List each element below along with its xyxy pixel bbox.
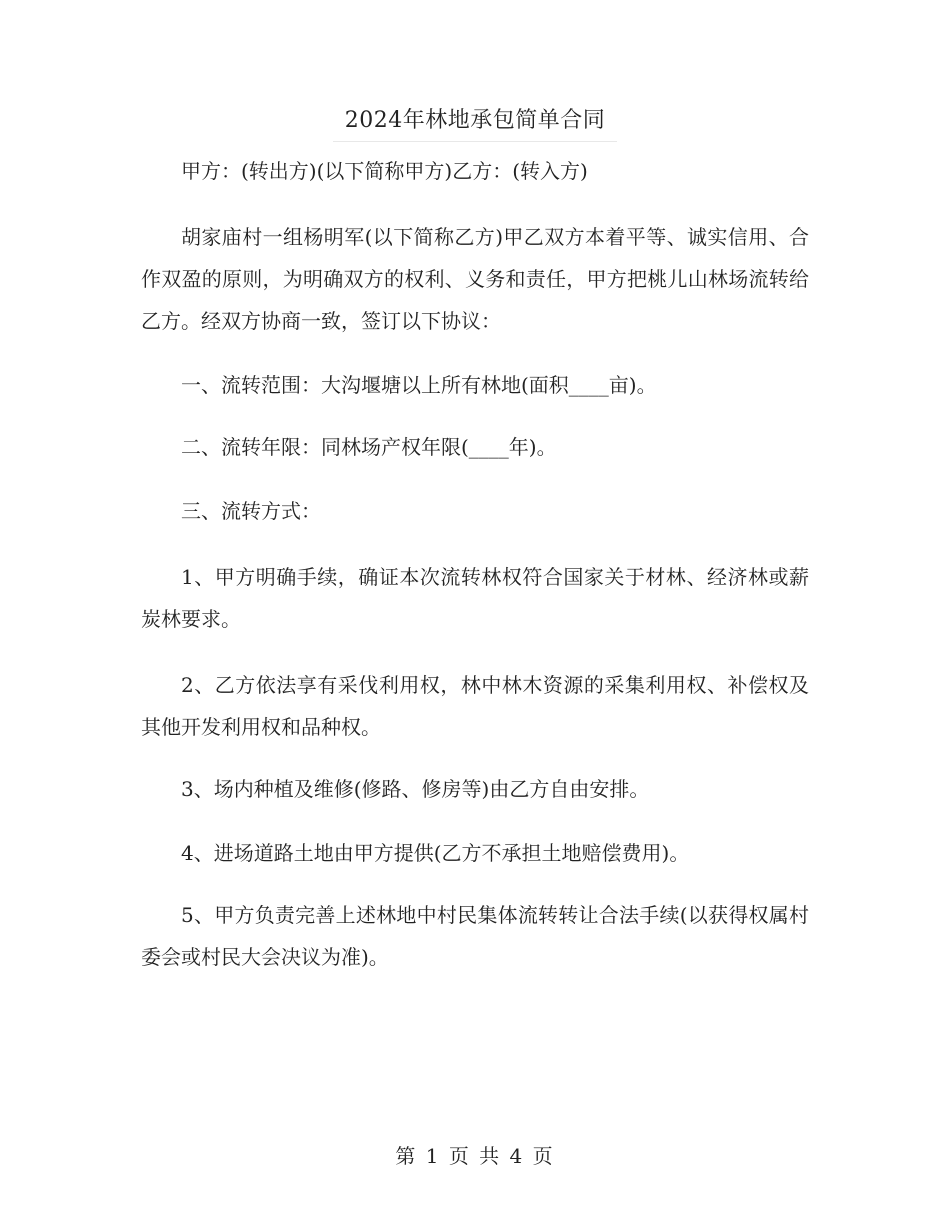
clause-3: 三、流转方式： xyxy=(181,499,321,523)
party-line: 甲方：(转出方)(以下简称甲方)乙方：(转入方) xyxy=(181,159,588,183)
clause-1: 一、流转范围：大沟堰塘以上所有林地(面积____亩)。 xyxy=(181,373,657,397)
sub-clause-3: 3、场内种植及维修(修路、修房等)由乙方自由安排。 xyxy=(181,777,650,801)
document-title: 2024年林地承包简单合同 xyxy=(344,108,606,133)
sub-clause-5: 5、甲方负责完善上述林地中村民集体流转转让合法手续(以获得权属村委会或村民大会决议为准)。 xyxy=(141,903,809,969)
sub-clause-2-block xyxy=(141,664,809,748)
clause-scope xyxy=(141,364,809,406)
intro-paragraph: 胡家庙村一组杨明军(以下简称乙方)甲乙双方本着平等、诚实信用、合作双盈的原则，为明确双方的权利、义务和责任，甲方把桃儿山林场流转给乙方。经双方协商一致，签订以下协议： xyxy=(141,225,809,333)
sub-clause-1-block xyxy=(141,556,809,640)
sub-clause-4-block xyxy=(141,832,809,874)
clause-2: 二、流转年限：同林场产权年限(____年)。 xyxy=(181,435,557,459)
document-body xyxy=(141,150,809,192)
clause-method xyxy=(141,490,809,532)
sub-clause-3-block xyxy=(141,768,809,810)
sub-clause-5-block xyxy=(141,894,809,978)
sub-clause-4: 4、进场道路土地由甲方提供(乙方不承担土地赔偿费用)。 xyxy=(181,841,690,865)
page-number-footer: 第 1 页 共 4 页 xyxy=(395,1144,555,1168)
sub-clause-1: 1、甲方明确手续，确证本次流转林权符合国家关于材林、经济林或薪炭林要求。 xyxy=(141,565,809,631)
sub-clause-2: 2、乙方依法享有采伐利用权，林中林木资源的采集利用权、补偿权及其他开发利用权和品种权。 xyxy=(141,673,809,739)
clause-term xyxy=(141,426,809,468)
title-divider xyxy=(333,141,617,142)
document-body-intro xyxy=(141,216,809,342)
